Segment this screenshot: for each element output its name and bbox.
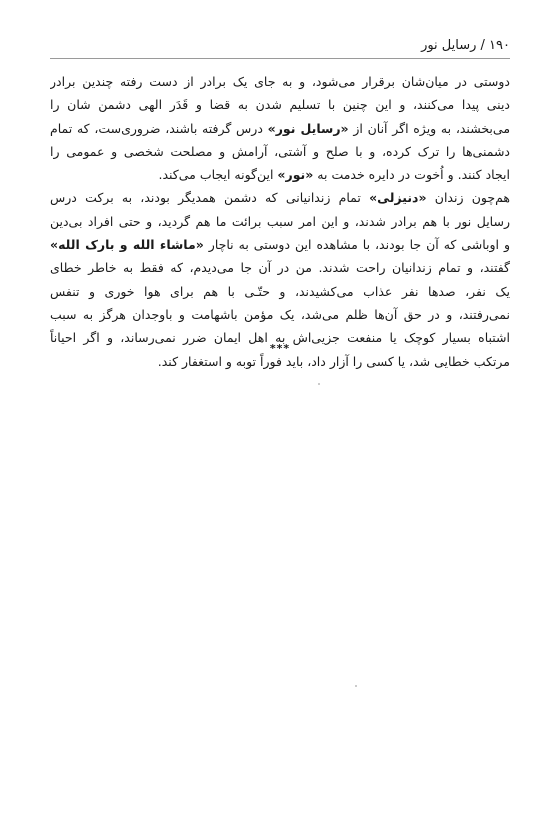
- text-segment: یک نفر، صدها نفر عذاب می‌کشیدند، و حتّـی با هم برای هوا خوری و تنفس: [50, 283, 510, 299]
- text-segment: مرتکب خطایی شد، یا کسی را آزار داد، باید فوراً توبه و استغفار کند.: [157, 353, 510, 369]
- text-line: [50, 233, 510, 256]
- text-line: [50, 70, 510, 93]
- text-line: [50, 280, 510, 303]
- body-text: [50, 70, 510, 373]
- text-segment: دشمنی‌ها را ترک کرده، و با صلح و آشتی، آرامش و مصلحت شخصی و عمومی را: [50, 143, 510, 159]
- text-segment: ایجاد کنند. و اُخوت در دایره خدمت به: [313, 167, 510, 183]
- text-segment: اشتباه بسیار کوچک یا منفعت جزیی‌اش به اهل ایمان ضرر نمی‌رساند، و اگر احیاناً: [50, 330, 510, 346]
- text-segment: درس گرفته باشند، ضروری‌ست، که تمام: [50, 120, 268, 136]
- bold-term: «رسایل نور»: [267, 120, 349, 136]
- text-line: [50, 117, 510, 140]
- text-line: [50, 140, 510, 163]
- text-segment: هم‌چون زندان: [426, 190, 510, 206]
- scan-speck: [355, 685, 357, 687]
- bold-term: «نور»: [277, 167, 314, 183]
- text-line: [50, 93, 510, 116]
- text-segment: نمی‌رفتند، و در حق آن‌ها ظلم می‌شد، یک مؤمن باشهامت و باوجدان هرگز به سبب: [50, 306, 510, 322]
- text-segment: رسایل نور با هم برادر شدند، و این امر سبب برائت ما هم گردید، و حتی افراد بی‌دین: [50, 213, 510, 229]
- text-segment: و اوباشی که آن جا بودند، با مشاهده این دوستی به ناچار: [203, 237, 510, 253]
- text-line: [50, 163, 510, 186]
- text-segment: گفتند، و تمام زندانیان راحت شدند. من در آن جا می‌دیدم، که فقط به خاطر خطای: [50, 260, 510, 276]
- text-segment: دوستی در میان‌شان برقرار می‌شود، و به جای یک برادر از دست رفته چندین برادر: [50, 74, 510, 89]
- text-segment: می‌بخشند، به ویژه اگر آنان از: [348, 120, 510, 136]
- section-separator: ***: [269, 342, 291, 355]
- text-segment: تمام زندانیانی که دشمن همدیگر بودند، به برکت درس: [50, 190, 370, 206]
- text-line: [50, 210, 510, 233]
- text-segment: دینی پیدا می‌کنند، و این چنین با تسلیم شدن به قضا و قَدَر الهی دشمن شان را: [50, 97, 510, 113]
- text-line: [50, 186, 510, 209]
- text-line: [50, 256, 510, 279]
- header-rule: [50, 58, 510, 59]
- bold-term: «دنیزلی»: [369, 190, 427, 206]
- text-segment: این‌گونه ایجاب می‌کند.: [158, 167, 278, 183]
- scan-speck: [318, 383, 320, 385]
- running-header: ۱۹۰ / رسایل نور: [421, 38, 510, 53]
- text-line: [50, 303, 510, 326]
- bold-term: «ماشاء الله و بارک الله»: [50, 237, 204, 253]
